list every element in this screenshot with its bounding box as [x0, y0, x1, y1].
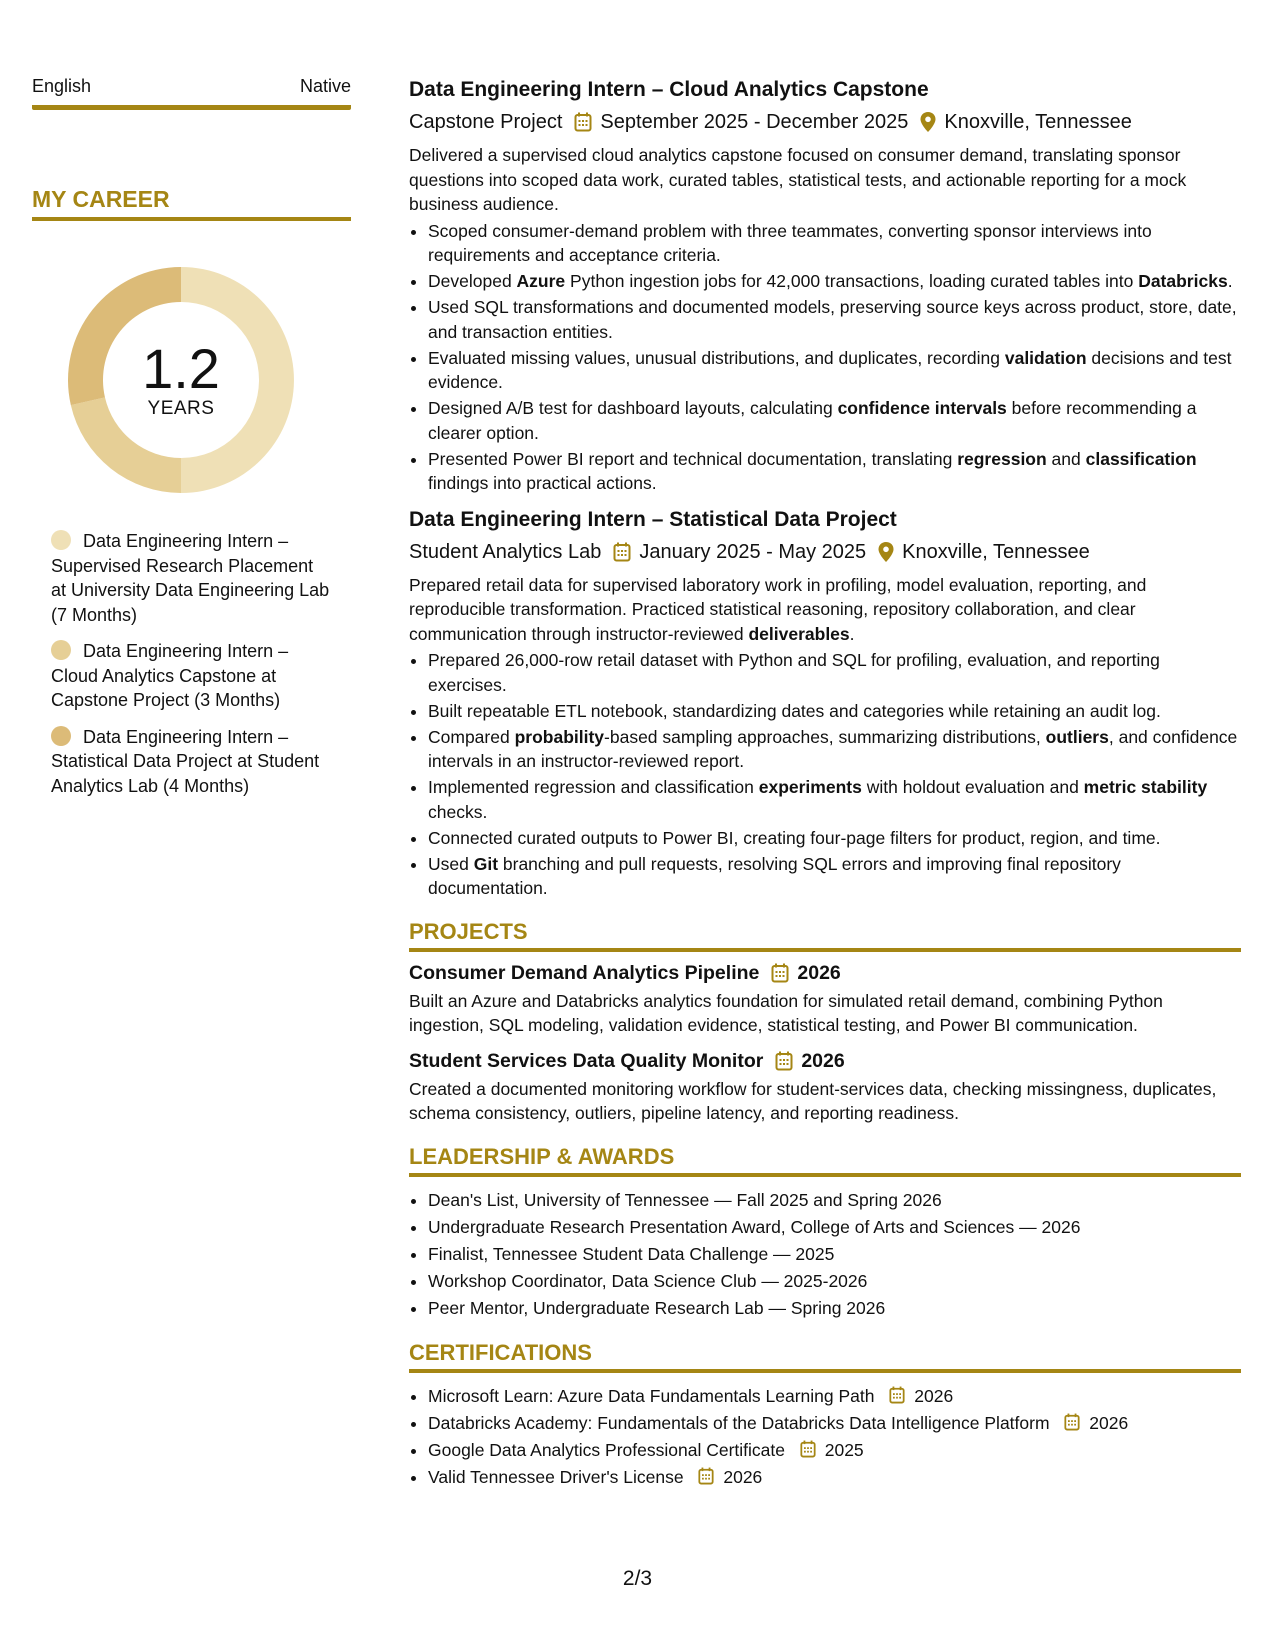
career-total-number: 1.2 — [142, 337, 220, 400]
job-org: Capstone Project — [409, 111, 563, 133]
calendar-icon — [613, 542, 631, 562]
calendar-icon — [775, 1051, 793, 1071]
left-column — [32, 76, 351, 810]
project-title: Consumer Demand Analytics Pipeline — [409, 961, 760, 984]
job-title: Data Engineering Intern – Statistical Data Project — [409, 507, 897, 531]
location-pin-icon — [878, 542, 894, 562]
job-dates: September 2025 - December 2025 — [600, 111, 909, 133]
career-donut — [66, 265, 296, 495]
projects-heading: PROJECTS — [409, 919, 1241, 952]
certification-name: Valid Tennessee Driver's License — [428, 1466, 684, 1487]
job-meta — [409, 537, 1241, 567]
certification-year: 2025 — [824, 1439, 864, 1460]
career-legend-label: Data Engineering Intern – Supervised Research Placement at University Data Engineering Lab (7 Months) — [51, 531, 330, 625]
certification-item — [428, 1383, 1241, 1410]
certification-item — [428, 1464, 1241, 1491]
certification-year: 2026 — [1089, 1412, 1129, 1433]
calendar-icon — [771, 963, 789, 983]
project-title: Student Services Data Quality Monitor — [409, 1049, 764, 1072]
job-location: Knoxville, Tennessee — [902, 540, 1090, 563]
job-description: Delivered a supervised cloud analytics capstone focused on consumer demand, translating sponsor questions into scoped data work, curated tables, statistical tests, and actionable reporting for a mock business audience. — [409, 145, 1187, 214]
legend-dot — [51, 640, 71, 660]
calendar-icon — [574, 112, 592, 132]
job-bullet: • Evaluated missing values, unusual distributions, and duplicates, recording validation decisions and test evidence. — [428, 346, 1241, 395]
career-total-unit: YEARS — [147, 398, 215, 419]
leadership-heading: LEADERSHIP & AWARDS — [409, 1144, 1241, 1177]
project-description: Created a documented monitoring workflow for student-services data, checking missingness, duplicates, schema consistency, outliers, pipeline latency, and reporting readiness. — [409, 1078, 1217, 1123]
job-bullet: • Prepared 26,000-row retail dataset with Python and SQL for profiling, evaluation, and reporting exercises. — [428, 648, 1241, 697]
calendar-icon — [889, 1386, 905, 1404]
certifications-heading: CERTIFICATIONS — [409, 1340, 1241, 1373]
project-entry — [409, 1050, 1241, 1126]
job-bullet: • Used Git branching and pull requests, resolving SQL errors and improving final repository documentation. — [428, 852, 1241, 901]
page-number: 2/3 — [622, 1567, 653, 1590]
language-name: English — [32, 76, 92, 96]
leadership-item: • Finalist, Tennessee Student Data Challenge — 2025 — [428, 1241, 1241, 1268]
career-legend-label: Data Engineering Intern – Cloud Analytics Capstone at Capstone Project (3 Months) — [51, 641, 289, 710]
language-level: Native — [299, 76, 351, 96]
career-heading: MY CAREER — [32, 186, 351, 221]
career-legend-label: Data Engineering Intern – Statistical Data Project at Student Analytics Lab (4 Months) — [51, 726, 320, 796]
career-legend-item — [51, 725, 331, 799]
job-bullet: • Connected curated outputs to Power BI, creating four-page filters for product, region, and time. — [428, 826, 1241, 851]
certification-year: 2026 — [914, 1385, 954, 1406]
job-dates: January 2025 - May 2025 — [639, 540, 867, 563]
leadership-list — [409, 1187, 1241, 1322]
job-bullet: • Built repeatable ETL notebook, standardizing dates and categories while retaining an audit log. — [428, 699, 1241, 724]
project-description: Built an Azure and Databricks analytics foundation for simulated retail demand, combining Python ingestion, SQL modeling, validation evidence, statistical testing, and Power BI communication. — [409, 990, 1163, 1035]
job-entry — [409, 506, 1241, 901]
job-bullet: • Scoped consumer-demand problem with three teammates, converting sponsor interviews into requirements and acceptance criteria. — [428, 219, 1241, 268]
certification-name: Databricks Academy: Fundamentals of the Databricks Data Intelligence Platform — [428, 1412, 1050, 1433]
calendar-icon — [800, 1440, 816, 1458]
job-org: Student Analytics Lab — [409, 540, 602, 563]
project-year: 2026 — [801, 1049, 845, 1072]
job-meta — [409, 107, 1241, 137]
certification-year: 2026 — [723, 1466, 763, 1487]
career-legend-item — [51, 529, 331, 627]
job-location: Knoxville, Tennessee — [944, 111, 1132, 133]
certification-name: Microsoft Learn: Azure Data Fundamentals Learning Path — [428, 1385, 875, 1406]
job-entry — [409, 76, 1241, 496]
project-title-row — [409, 1050, 1241, 1073]
leadership-item: • Workshop Coordinator, Data Science Club — 2025-2026 — [428, 1268, 1241, 1295]
job-bullet: • Presented Power BI report and technical documentation, translating regression and classification findings into practical actions. — [428, 447, 1241, 496]
language-row — [32, 76, 351, 110]
job-bullet: • Used SQL transformations and documented models, preserving source keys across product, store, date, and transaction entities. — [428, 295, 1241, 344]
job-bullet: • Implemented regression and classification experiments with holdout evaluation and metric stability checks. — [428, 775, 1241, 824]
certifications-list — [409, 1383, 1241, 1491]
calendar-icon — [698, 1467, 714, 1485]
legend-dot — [51, 530, 71, 550]
job-title: Data Engineering Intern – Cloud Analytics Capstone — [409, 78, 929, 101]
leadership-item: • Undergraduate Research Presentation Award, College of Arts and Sciences — 2026 — [428, 1214, 1241, 1241]
job-bullets — [409, 219, 1241, 496]
job-bullet: • Developed Azure Python ingestion jobs for 42,000 transactions, loading curated tables into Databricks. — [428, 269, 1241, 294]
project-title-row — [409, 962, 1241, 985]
location-pin-icon — [920, 112, 936, 132]
right-column — [409, 76, 1241, 1491]
leadership-item: • Peer Mentor, Undergraduate Research Lab — Spring 2026 — [428, 1295, 1241, 1322]
job-description: Prepared retail data for supervised laboratory work in profiling, model evaluation, reporting, and reproducible transformation. Practiced statistical reasoning, repository collaboration, and clear communication through instructor-reviewed deliverables. — [409, 574, 1147, 644]
certification-name: Google Data Analytics Professional Certificate — [428, 1439, 785, 1460]
job-bullet: • Designed A/B test for dashboard layouts, calculating confidence intervals before recommending a clearer option. — [428, 396, 1241, 445]
job-bullets — [409, 648, 1241, 901]
legend-dot — [51, 726, 71, 746]
leadership-item: • Dean's List, University of Tennessee — Fall 2025 and Spring 2026 — [428, 1187, 1241, 1214]
career-legend — [51, 529, 331, 798]
certification-item — [428, 1410, 1241, 1437]
career-legend-item — [51, 639, 331, 713]
project-entry — [409, 962, 1241, 1038]
certification-item — [428, 1437, 1241, 1464]
calendar-icon — [1064, 1413, 1080, 1431]
job-bullet: • Compared probability-based sampling approaches, summarizing distributions, outliers, and confidence intervals in an instructor-reviewed report. — [428, 725, 1241, 774]
project-year: 2026 — [797, 961, 841, 984]
